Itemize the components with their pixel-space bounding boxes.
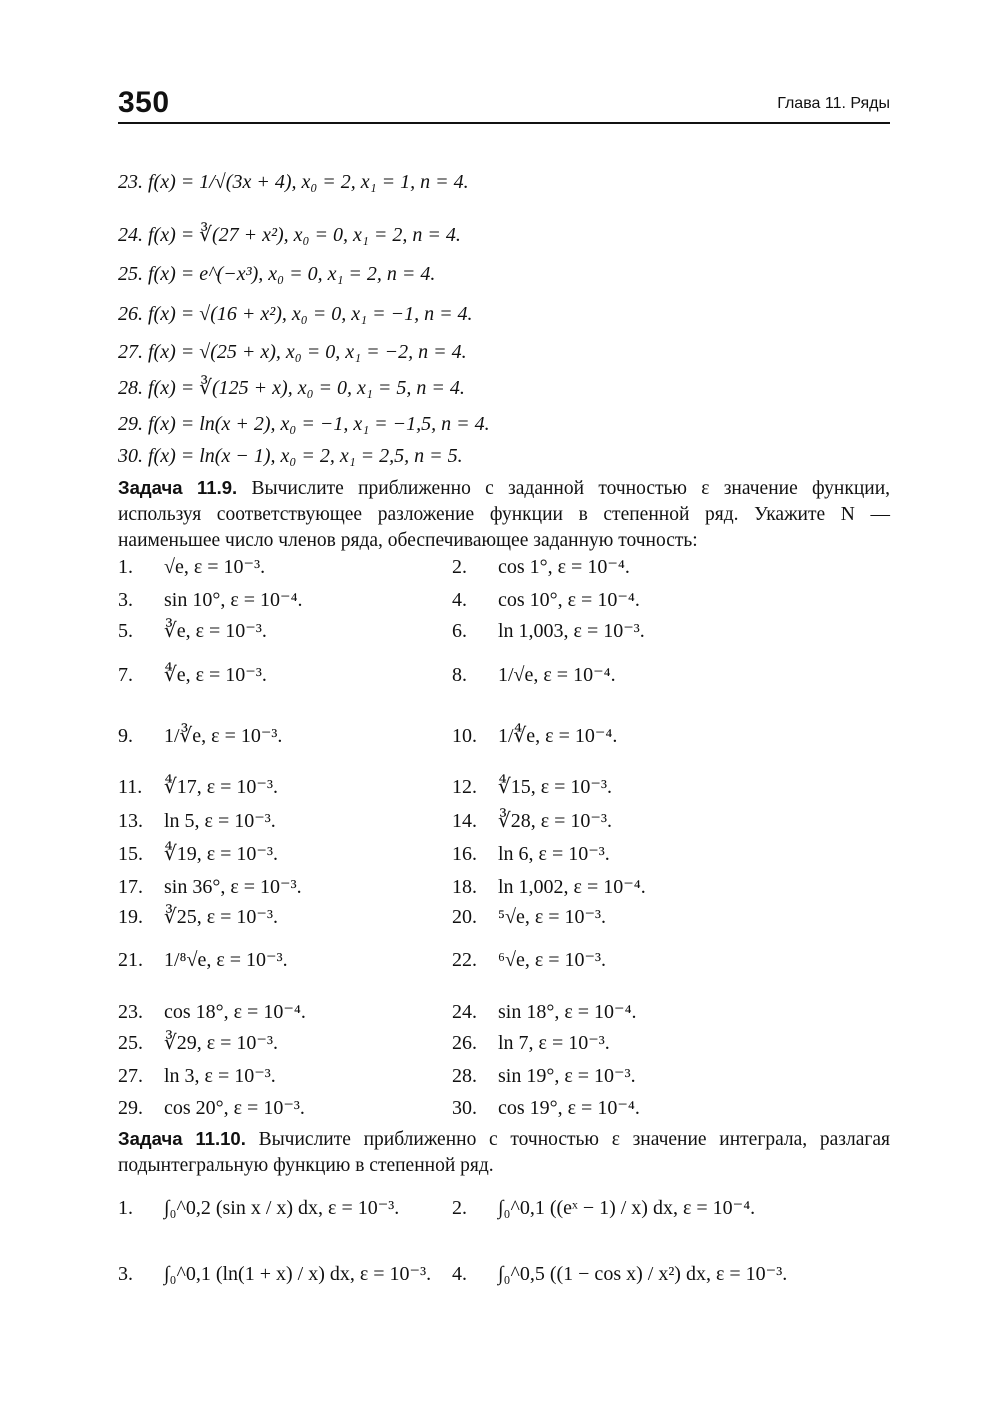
item-expression: ∜19, ε = 10⁻³. [164,843,278,865]
header-rule [118,122,890,124]
item-number: 8. [452,664,467,686]
list-item [118,905,278,929]
item-expression: ⁵√e, ε = 10⁻³. [498,906,607,928]
item-number: 15. [118,843,143,865]
item-expression: ∛e, ε = 10⁻³. [164,620,267,642]
task-11-10-statement [118,1126,890,1179]
item-number: 20. [452,906,477,928]
list-item [118,842,278,866]
item-number: 1. [118,556,133,578]
function-item: 28. f(x) = ∛(125 + x), x₀ = 0, x₁ = 5, n = 4. [118,377,465,399]
item-expression: ln 3, ε = 10⁻³. [164,1065,276,1087]
item-expression: ∫₀^0,1 (ln(1 + x) / x) dx, ε = 10⁻³. [164,1263,432,1285]
item-number: 5. [118,620,133,642]
task-text: Вычислите приближенно с точностью ε значение интеграла, разлагая подынтегральную функцию в степенной ряд. [118,1129,890,1176]
item-number: 24. [452,1001,477,1023]
list-item [452,1031,610,1055]
item-expression: ∫₀^0,1 ((eˣ − 1) / x) dx, ε = 10⁻⁴. [498,1197,756,1219]
list-item [452,619,645,643]
item-number: 21. [118,949,143,971]
list-item [118,1064,276,1088]
item-number: 17. [118,876,143,898]
item-number: 27. [118,1065,143,1087]
item-expression: ∛28, ε = 10⁻³. [498,810,612,832]
item-number: 30. [452,1097,477,1119]
list-item [118,1000,306,1024]
list-item [118,775,278,799]
item-expression: ⁶√e, ε = 10⁻³. [498,949,607,971]
list-item [118,948,288,972]
item-number: 4. [452,589,467,611]
list-item [452,724,617,748]
item-expression: ∜15, ε = 10⁻³. [498,776,612,798]
item-number: 19. [118,906,143,928]
item-expression: √e, ε = 10⁻³. [164,556,266,578]
item-expression: sin 18°, ε = 10⁻⁴. [498,1001,637,1023]
list-item [118,619,267,643]
item-expression: cos 19°, ε = 10⁻⁴. [498,1097,640,1119]
task-text: Вычислите приближенно с заданной точностью ε значение функции, используя соответствующее разложение функции в степенной ряд. Укажите N — наименьшее число членов ряда, обеспечивающее заданную точность: [118,478,891,551]
item-number: 12. [452,776,477,798]
list-item [118,724,282,748]
item-number: 26. [452,1032,477,1054]
item-number: 14. [452,810,477,832]
list-item [118,1096,305,1120]
item-expression: ∫₀^0,2 (sin x / x) dx, ε = 10⁻³. [164,1197,400,1219]
list-item [118,663,267,687]
item-number: 4. [452,1263,467,1285]
item-number: 22. [452,949,477,971]
item-expression: 1/∜e, ε = 10⁻⁴. [498,725,618,747]
item-number: 10. [452,725,477,747]
function-item: 25. f(x) = e^(−x³), x₀ = 0, x₁ = 2, n = 4. [118,263,436,285]
list-item [452,905,606,929]
item-number: 6. [452,620,467,642]
item-number: 3. [118,589,133,611]
item-expression: ∫₀^0,5 ((1 − cos x) / x²) dx, ε = 10⁻³. [498,1263,788,1285]
item-number: 2. [452,556,467,578]
item-expression: sin 19°, ε = 10⁻³. [498,1065,636,1087]
item-expression: sin 10°, ε = 10⁻⁴. [164,589,303,611]
list-item [118,1262,431,1286]
item-number: 1. [118,1197,133,1219]
function-item: 30. f(x) = ln(x − 1), x₀ = 2, x₁ = 2,5, n = 5. [118,445,463,467]
item-expression: 1/∛e, ε = 10⁻³. [164,725,283,747]
list-item [452,1196,755,1220]
chapter-title: Глава 11. Ряды [777,95,890,112]
page-number: 350 [118,86,170,119]
list-item [118,1031,278,1055]
list-item [118,1196,399,1220]
item-number: 18. [452,876,477,898]
list-item [452,1262,787,1286]
item-number: 16. [452,843,477,865]
task-title: Задача 11.9. [118,477,238,498]
list-item [452,555,630,579]
task-title: Задача 11.10. [118,1128,246,1149]
task-11-9-statement [118,475,890,554]
item-expression: ln 1,002, ε = 10⁻⁴. [498,876,646,898]
item-expression: cos 20°, ε = 10⁻³. [164,1097,305,1119]
function-item: 26. f(x) = √(16 + x²), x₀ = 0, x₁ = −1, n = 4. [118,303,473,325]
list-item [118,809,276,833]
item-expression: 1/⁸√e, ε = 10⁻³. [164,949,288,971]
function-item: 23. f(x) = 1/√(3x + 4), x₀ = 2, x₁ = 1, n = 4. [118,171,469,193]
item-number: 28. [452,1065,477,1087]
function-item: 24. f(x) = ∛(27 + x²), x₀ = 0, x₁ = 2, n = 4. [118,224,461,246]
item-expression: ∛29, ε = 10⁻³. [164,1032,278,1054]
item-number: 9. [118,725,133,747]
list-item [452,775,612,799]
item-expression: ln 1,003, ε = 10⁻³. [498,620,645,642]
item-expression: cos 18°, ε = 10⁻⁴. [164,1001,306,1023]
item-expression: sin 36°, ε = 10⁻³. [164,876,302,898]
item-number: 13. [118,810,143,832]
list-item [452,588,640,612]
item-expression: cos 10°, ε = 10⁻⁴. [498,589,640,611]
item-number: 25. [118,1032,143,1054]
list-item [452,1000,637,1024]
list-item [118,555,265,579]
function-item: 27. f(x) = √(25 + x), x₀ = 0, x₁ = −2, n = 4. [118,341,467,363]
item-number: 11. [118,776,143,798]
function-item: 29. f(x) = ln(x + 2), x₀ = −1, x₁ = −1,5, n = 4. [118,413,490,435]
item-expression: ln 7, ε = 10⁻³. [498,1032,610,1054]
list-item [452,663,616,687]
list-item [118,875,302,899]
item-number: 23. [118,1001,143,1023]
item-number: 3. [118,1263,133,1285]
item-number: 29. [118,1097,143,1119]
item-number: 7. [118,664,133,686]
list-item [452,948,606,972]
list-item [452,809,612,833]
list-item [452,842,610,866]
list-item [452,1064,636,1088]
item-expression: ∜e, ε = 10⁻³. [164,664,267,686]
list-item [452,1096,640,1120]
item-expression: ∜17, ε = 10⁻³. [164,776,278,798]
item-number: 2. [452,1197,467,1219]
item-expression: cos 1°, ε = 10⁻⁴. [498,556,630,578]
item-expression: ln 6, ε = 10⁻³. [498,843,610,865]
item-expression: 1/√e, ε = 10⁻⁴. [498,664,616,686]
list-item [118,588,303,612]
item-expression: ∛25, ε = 10⁻³. [164,906,278,928]
item-expression: ln 5, ε = 10⁻³. [164,810,276,832]
list-item [452,875,646,899]
